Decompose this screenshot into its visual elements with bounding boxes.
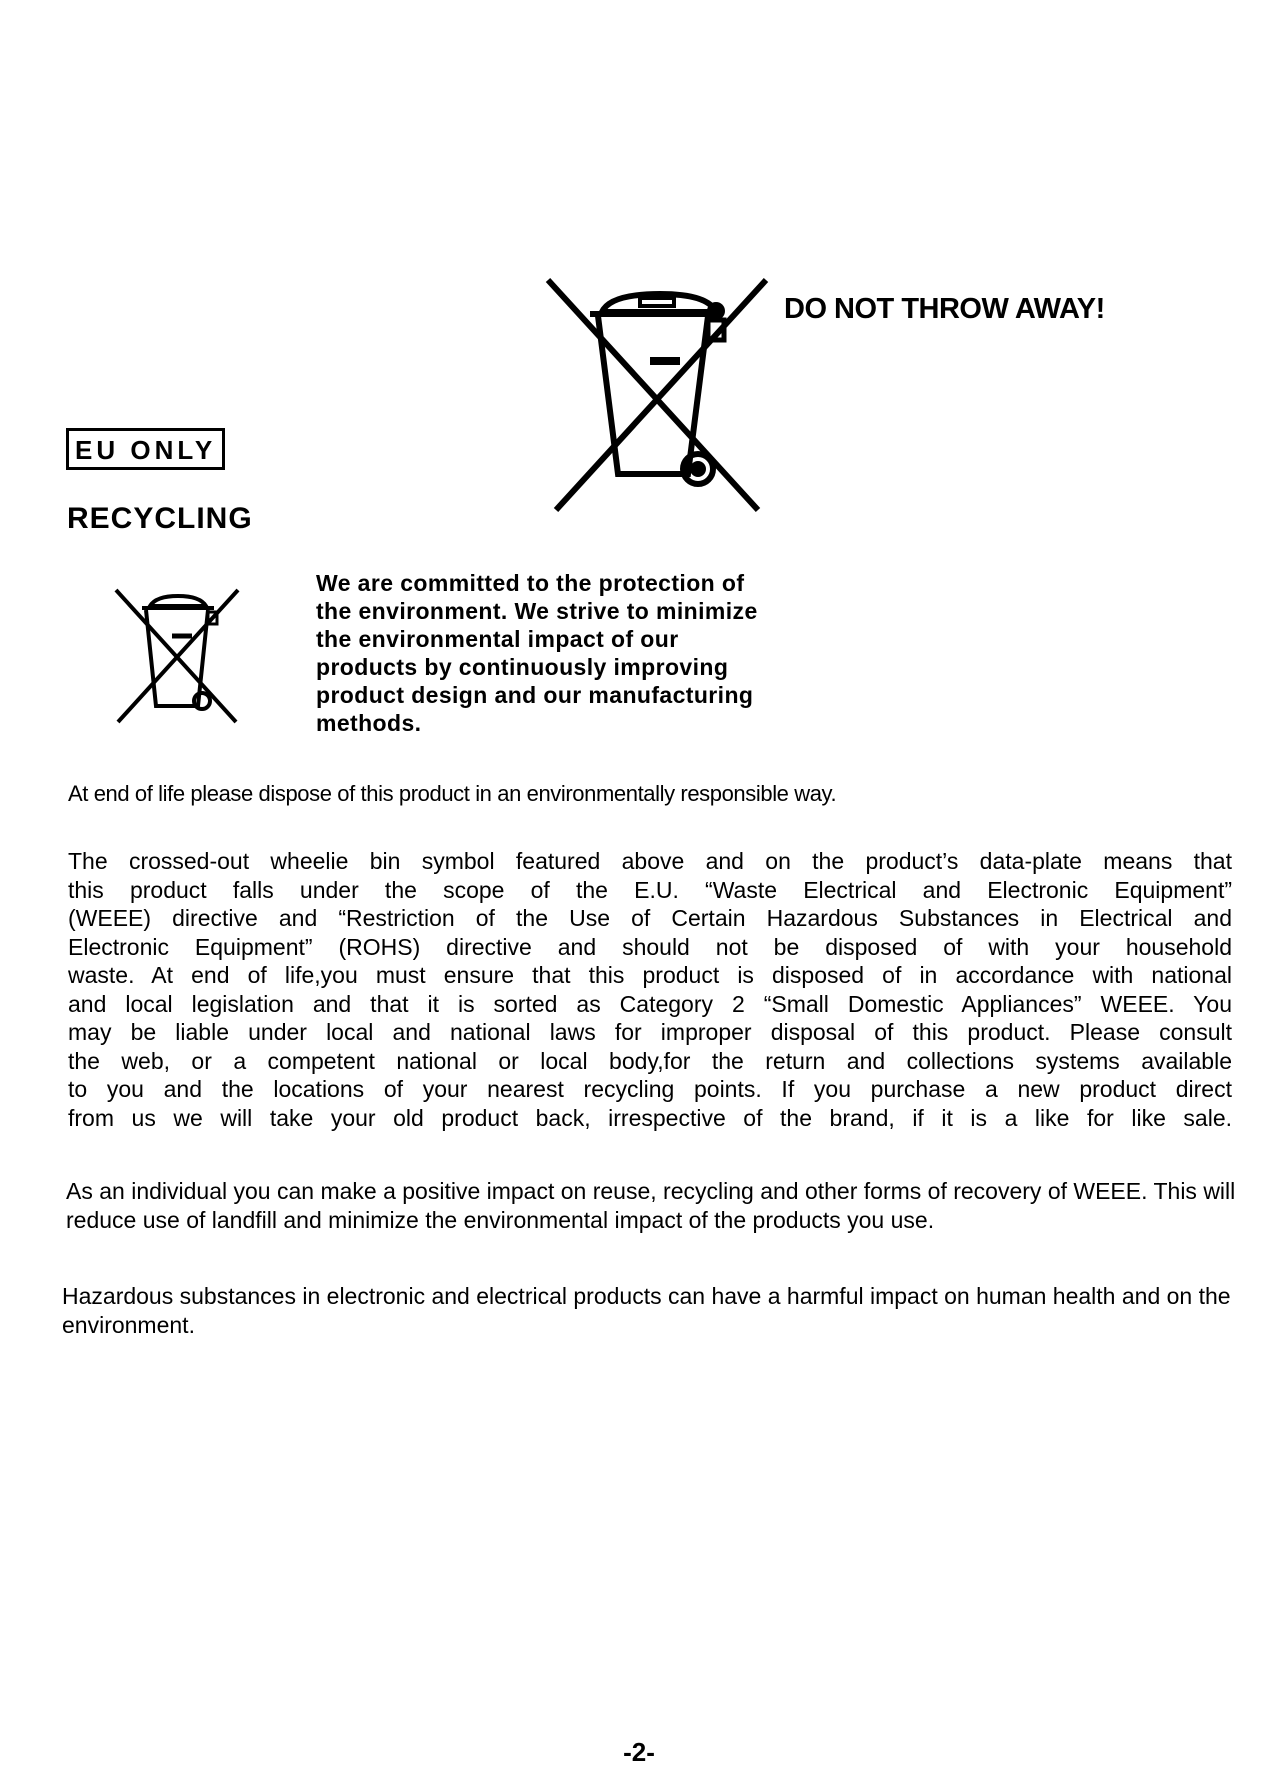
- region-label: EU ONLY: [66, 428, 225, 470]
- commitment-line: the environment. We strive to minimize: [316, 598, 758, 624]
- commitment-line: We are committed to the protection of: [316, 570, 745, 596]
- weee-line: may be liable under local and national laws for improper disposal of this product. Please consult: [68, 1019, 1232, 1045]
- weee-paragraph: [68, 847, 1232, 1132]
- commitment-line: the environmental impact of our: [316, 626, 679, 652]
- commitment-statement: [316, 569, 856, 737]
- weee-line: The crossed-out wheelie bin symbol featured above and on the product’s data-plate means that: [68, 848, 1232, 874]
- crossed-out-wheelie-bin-icon: [540, 276, 770, 516]
- page-number: -2-: [623, 1737, 655, 1767]
- weee-line: to you and the locations of your nearest recycling points. If you purchase a new product direct: [68, 1076, 1232, 1102]
- weee-line: from us we will take your old product back, irrespective of the brand, if it is a like for like sale.: [68, 1104, 1232, 1131]
- commitment-line: products by continuously improving: [316, 654, 729, 680]
- weee-line: waste. At end of life,you must ensure that this product is disposed of in accordance with national: [68, 962, 1232, 988]
- weee-line: (WEEE) directive and “Restriction of the Use of Certain Hazardous Substances in Electrical and: [68, 905, 1232, 931]
- weee-line: Electronic Equipment” (ROHS) directive and should not be disposed of with your household: [68, 933, 1232, 960]
- crossed-out-wheelie-bin-icon: [112, 586, 242, 728]
- weee-line: the web, or a competent national or local body,for the return and collections systems available: [68, 1047, 1232, 1074]
- weee-line: this product falls under the scope of the E.U. “Waste Electrical and Electronic Equipment”: [68, 876, 1232, 903]
- commitment-line: methods.: [316, 710, 422, 736]
- end-of-life-paragraph: At end of life please dispose of this product in an environmentally responsible way.: [68, 781, 837, 806]
- section-title: RECYCLING: [67, 502, 253, 535]
- hazardous-substances-paragraph: Hazardous substances in electronic and electrical products can have a harmful impact on human health and on the environment.: [62, 1283, 1231, 1338]
- individual-impact-paragraph: As an individual you can make a positive impact on reuse, recycling and other forms of recovery of WEEE. This will reduce use of landfill and minimize the environmental impact of the products you use.: [66, 1178, 1236, 1233]
- weee-line: and local legislation and that it is sorted as Category 2 “Small Domestic Appliances” WEEE. You: [68, 990, 1232, 1017]
- warning-title: DO NOT THROW AWAY!: [784, 293, 1105, 325]
- commitment-line: product design and our manufacturing: [316, 682, 754, 708]
